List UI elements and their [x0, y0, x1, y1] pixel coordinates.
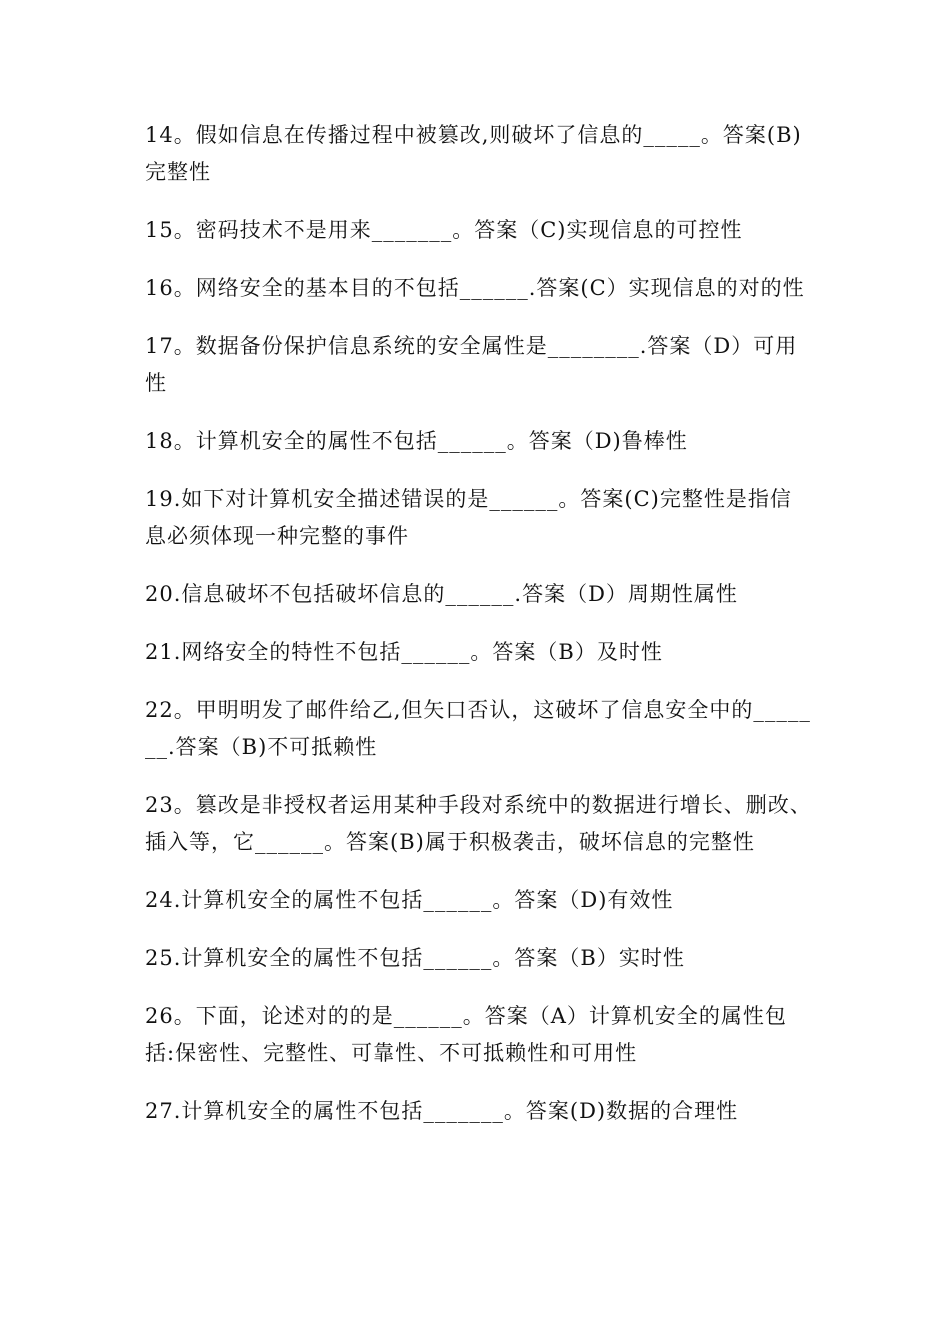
question-15: 15。密码技术不是用来_______。答案（C)实现信息的可控性	[145, 218, 743, 242]
question-24: 24.计算机安全的属性不包括______。答案（D)有效性	[145, 888, 674, 912]
question-27: 27.计算机安全的属性不包括_______。答案(D)数据的合理性	[145, 1099, 739, 1123]
question-17: 17。数据备份保护信息系统的安全属性是________.答案（D）可用性	[145, 334, 798, 395]
question-26: 26。下面，论述对的的是______。答案（A）计算机安全的属性包括:保密性、完整性、可靠性、不可抵赖性和可用性	[145, 1004, 787, 1065]
question-14: 14。假如信息在传播过程中被篡改,则破坏了信息的_____。答案(B)完整性	[145, 123, 802, 184]
question-16: 16。网络安全的基本目的不包括______.答案(C）实现信息的对的性	[145, 276, 805, 300]
question-20: 20.信息破坏不包括破坏信息的______.答案（D）周期性属性	[145, 582, 738, 606]
question-25: 25.计算机安全的属性不包括______。答案（B）实时性	[145, 946, 685, 970]
question-19: 19.如下对计算机安全描述错误的是______。答案(C)完整性是指信息必须体现一种完整的事件	[145, 487, 792, 548]
question-23: 23。篡改是非授权者运用某种手段对系统中的数据进行增长、删改、插入等，它______。答案(B)属于积极袭击，破坏信息的完整性	[145, 793, 812, 854]
question-18: 18。计算机安全的属性不包括______。答案（D)鲁棒性	[145, 429, 688, 453]
question-21: 21.网络安全的特性不包括______。答案（B）及时性	[145, 640, 663, 664]
question-22: 22。甲明明发了邮件给乙,但矢口否认，这破坏了信息安全中的_______.答案（B)不可抵赖性	[145, 698, 811, 759]
question-list	[145, 117, 813, 1151]
